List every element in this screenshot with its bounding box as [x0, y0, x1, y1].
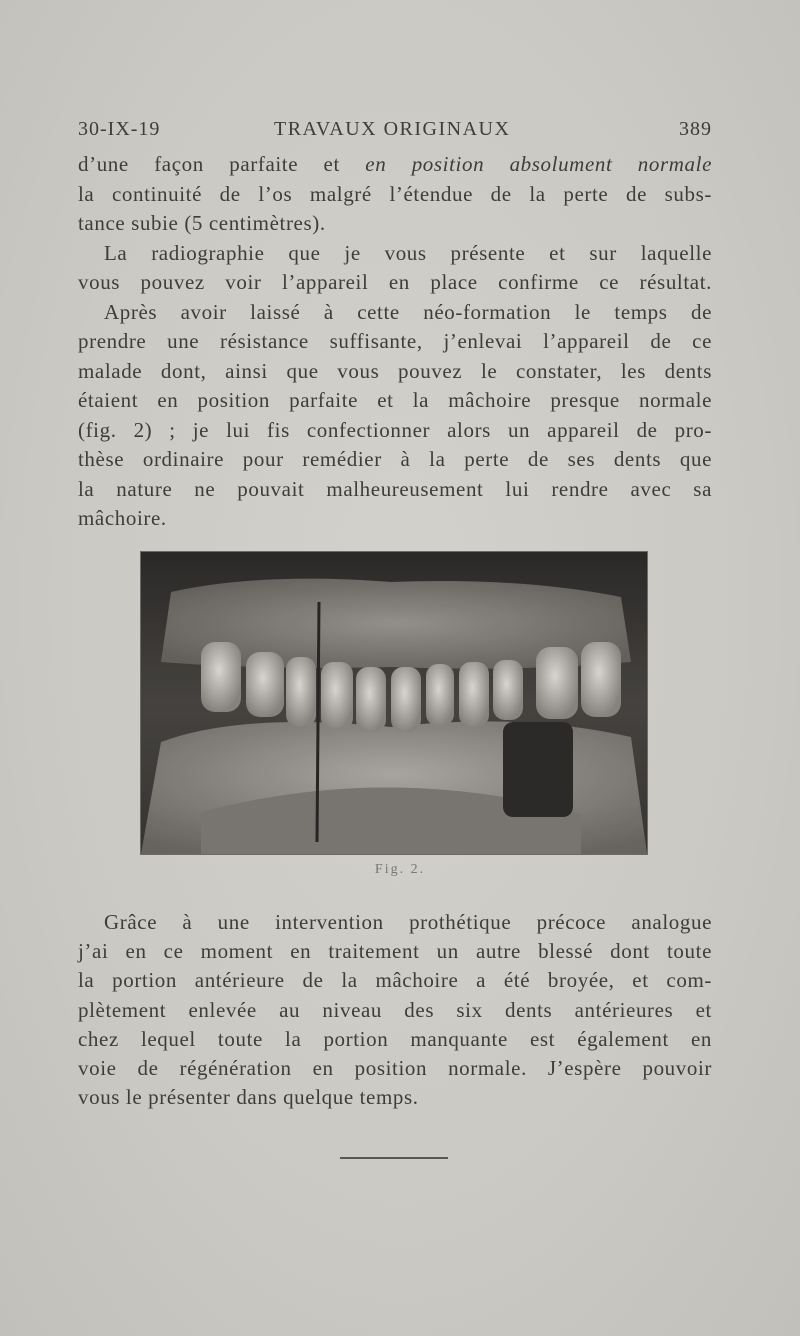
- paragraph-1: [78, 150, 712, 239]
- text-line: la nature ne pouvait malheureusement lui rendre avec sa: [78, 476, 712, 501]
- text-line: mâchoire.: [78, 506, 167, 530]
- dental-photograph: [140, 551, 648, 855]
- page-number: 389: [679, 118, 712, 140]
- text-line: (fig. 2) ; je lui fis confectionner alors un appareil de pro-: [78, 417, 712, 442]
- paragraph-4: [78, 908, 712, 1112]
- text-line: la portion antérieure de la mâchoire a été broyée, et com-: [78, 968, 712, 993]
- text-line: thèse ordinaire pour remédier à la perte de ses dents que: [78, 447, 712, 471]
- text-line: tance subie (5 centimètres).: [78, 211, 326, 235]
- text-line: Grâce à une intervention prothétique précoce analogue: [104, 910, 712, 934]
- text-line: plètement enlevée au niveau des six dents antérieures et: [78, 997, 712, 1022]
- text-line: La radiographie que je vous présente et sur laquelle: [104, 240, 712, 265]
- text-line: j’ai en ce moment en traitement un autre blessé dont toute: [78, 939, 712, 964]
- text-line: la continuité de l’os malgré l’étendue de la perte de subs-: [78, 181, 712, 206]
- body-text-top: [78, 150, 712, 534]
- section-end-rule: [340, 1157, 448, 1159]
- text-span: d’une façon parfaite et: [78, 152, 366, 176]
- text-line: étaient en position parfaite et la mâchoire presque normale: [78, 388, 712, 412]
- text-line: malade dont, ainsi que vous pouvez le constater, les dents: [78, 358, 712, 383]
- paragraph-2: [78, 239, 712, 298]
- text-line: Après avoir laissé à cette néo-formation le temps de: [104, 299, 712, 324]
- body-text-bottom: [78, 908, 712, 1112]
- teeth-jaw-image: [141, 552, 647, 854]
- header-date: 30-IX-19: [78, 118, 161, 140]
- paragraph-3: [78, 298, 712, 534]
- text-line: [78, 150, 712, 180]
- italic-emphasis: en position absolument normale: [365, 152, 712, 176]
- text-line: chez lequel toute la portion manquante est également en: [78, 1026, 712, 1051]
- text-line: vous pouvez voir l’appareil en place confirme ce résultat.: [78, 270, 712, 294]
- text-line: vous le présenter dans quelque temps.: [78, 1085, 419, 1110]
- text-line: prendre une résistance suffisante, j’enlevai l’appareil de ce: [78, 329, 712, 353]
- header-section-title: TRAVAUX ORIGINAUX: [274, 118, 511, 140]
- text-line: voie de régénération en position normale. J’espère pouvoir: [78, 1056, 712, 1081]
- running-header: [78, 118, 712, 148]
- figure-caption: Fig. 2.: [374, 862, 426, 877]
